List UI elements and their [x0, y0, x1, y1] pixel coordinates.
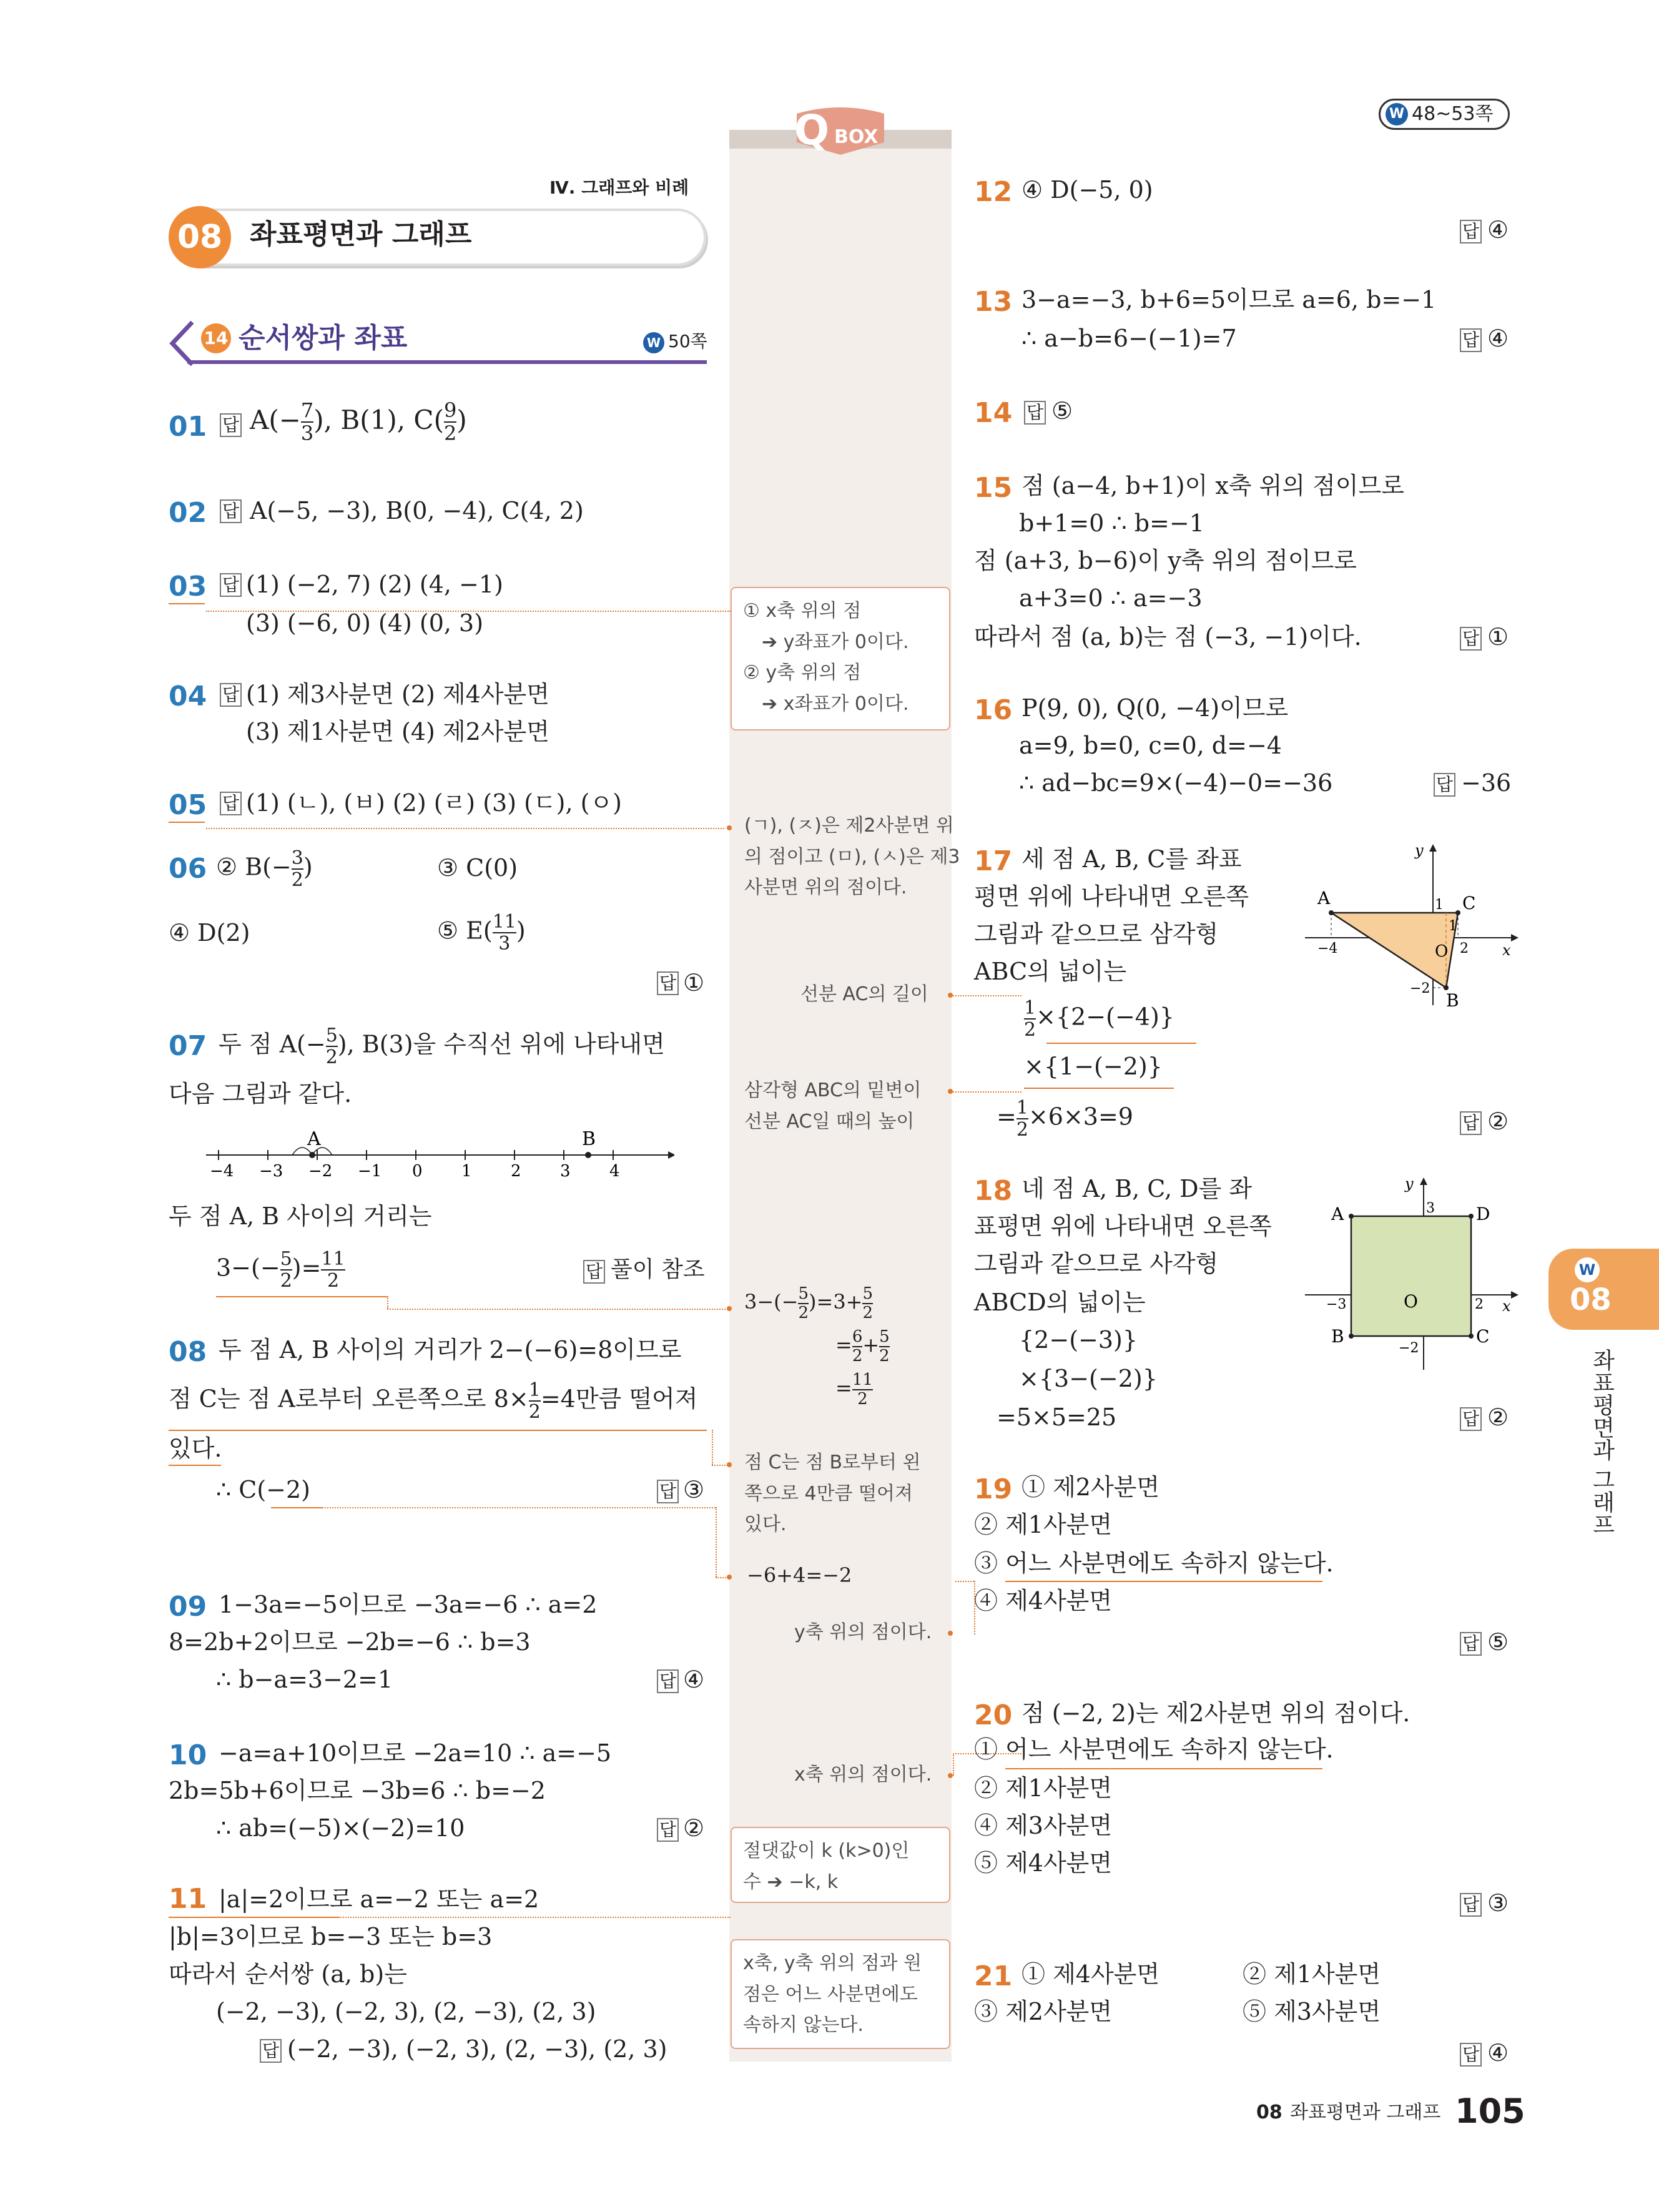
note-line: x축, y축 위의 점과 원 — [743, 1952, 922, 1974]
calc-underline — [216, 1296, 387, 1297]
svg-text:O: O — [1435, 942, 1449, 961]
svg-text:1: 1 — [1435, 897, 1444, 913]
svg-text:y: y — [1405, 1175, 1414, 1192]
problem-17-calc2: ×{1−(−2)} — [1024, 1053, 1163, 1080]
square-graph — [1299, 1170, 1524, 1376]
page-number: 105 — [1455, 2092, 1525, 2131]
problem-06-option2: ② B(− $\frac{3}{2}$ ) — [216, 847, 313, 891]
answer-mark: 답 — [583, 1260, 605, 1284]
svg-text:x: x — [1502, 1297, 1511, 1315]
problem-number: 14 — [974, 397, 1013, 429]
leader-line — [338, 1917, 731, 1918]
answer-mark: 답 — [1460, 1111, 1482, 1135]
svg-text:1: 1 — [1449, 918, 1457, 934]
problem-18-answer: ② — [1487, 1403, 1509, 1431]
answer-mark: 답 — [657, 971, 679, 995]
answer-mark: 답 — [220, 792, 242, 815]
svg-text:D: D — [1476, 1204, 1490, 1224]
problem-20-answer: ③ — [1487, 1889, 1509, 1917]
problem-15-line1: 점 (a−4, b+1)이 x축 위의 점이므로 — [1021, 472, 1404, 499]
problem-15-line4: a+3=0 ∴ a=−3 — [1019, 584, 1203, 612]
text-underline — [169, 1430, 707, 1431]
svg-text:3: 3 — [1426, 1201, 1435, 1216]
problem-13-line2: ∴ a−b=6−(−1)=7 — [1021, 325, 1237, 352]
problem-11-line3: 따라서 순서쌍 (a, b)는 — [169, 1960, 407, 1988]
problem-07-answer: 풀이 참조 — [611, 1257, 705, 1282]
problem-03-line1: (1) (−2, 7) (2) (4, −1) — [246, 571, 503, 598]
problem-17-line4: ABC의 넓이는 — [974, 958, 1127, 985]
answer-mark: 답 — [657, 1669, 679, 1693]
answer-mark: 답 — [220, 683, 242, 707]
svg-text:−2: −2 — [1399, 1340, 1419, 1356]
svg-text:C: C — [1476, 1326, 1490, 1347]
problem-08-line4: ∴ C(−2) — [216, 1476, 310, 1503]
svg-text:2: 2 — [1460, 941, 1469, 956]
text-underline — [169, 1465, 221, 1466]
problem-18-calc3: =5×5=25 — [997, 1403, 1117, 1431]
qbox-note-y-axis: y축 위의 점이다. — [794, 1621, 932, 1643]
text-underline — [1005, 1768, 1322, 1769]
leader-line — [955, 1581, 974, 1582]
answer-mark: 답 — [1460, 220, 1482, 243]
leader-line — [953, 1091, 1021, 1093]
problem-number: 08 — [169, 1336, 207, 1368]
problem-19-line1: ① 제2사분면 — [1021, 1473, 1160, 1501]
qbox-note-calc: 3−(− $\frac{5}{2}$ )=3+ $\frac{5}{2}$ = $\frac{6}{2}$ + $\frac{5}{2}$ = $\frac{11}{2}$ — [744, 1284, 890, 1408]
problem-16-line1: P(9, 0), Q(0, −4)이므로 — [1021, 694, 1289, 722]
problem-01-text: A(− $\frac{7}{3}$ ), B(1), C( $\frac{9}{2}$ ) — [250, 398, 467, 446]
note-line: ② y축 위의 점 — [743, 662, 862, 684]
calc-underline — [1024, 1088, 1174, 1089]
w-badge-icon: W — [643, 332, 664, 353]
problem-10-line2: 2b=5b+6이므로 −3b=6 ∴ b=−2 — [169, 1777, 546, 1804]
page-ref-pill — [1379, 99, 1510, 130]
section-number-badge: 08 — [169, 206, 231, 268]
problem-13-answer: ④ — [1487, 325, 1509, 352]
answer-mark: 답 — [1460, 2043, 1482, 2067]
svg-text:A: A — [1317, 888, 1331, 908]
problem-number: 16 — [974, 694, 1013, 726]
footer-section: 08 — [1256, 2101, 1282, 2123]
problem-20-line1: 점 (−2, 2)는 제2사분면 위의 점이다. — [1021, 1699, 1410, 1727]
subsection-title: 순서쌍과 좌표 — [239, 322, 408, 354]
text-underline — [169, 1917, 338, 1918]
number-line-point-a: A — [307, 1128, 321, 1150]
svg-text:−3: −3 — [1326, 1297, 1347, 1312]
number-line-tick-label: −3 — [259, 1162, 283, 1180]
problem-02-text: A(−5, −3), B(0, −4), C(4, 2) — [250, 497, 584, 524]
answer-mark: 답 — [1460, 1632, 1482, 1656]
problem-17-line3: 그림과 같으므로 삼각형 — [974, 920, 1219, 948]
problem-20-line3: ② 제1사분면 — [974, 1774, 1113, 1802]
problem-18-calc2: ×{3−(−2)} — [1019, 1365, 1158, 1392]
problem-20-line4: ④ 제3사분면 — [974, 1812, 1113, 1839]
problem-18-line2: 표평면 위에 나타내면 오른쪽 — [974, 1212, 1272, 1240]
subsection-page-ref: 50쪽 — [668, 331, 707, 351]
problem-09-line1: 1−3a=−5이므로 −3a=−6 ∴ a=2 — [219, 1591, 598, 1618]
qbox-note-absolute — [731, 1827, 950, 1903]
leader-line — [387, 1296, 388, 1309]
problem-16-answer: −36 — [1461, 769, 1512, 797]
problem-08-line2: 점 C는 점 A로부터 오른쪽으로 8× $\frac{1}{2}$ =4만큼 떨어져 — [169, 1379, 698, 1423]
problem-07-line1: 두 점 A(− $\frac{5}{2}$ ), B(3)을 수직선 위에 나타내면 — [219, 1025, 665, 1068]
problem-10-line1: −a=a+10이므로 −2a=10 ∴ a=−5 — [219, 1739, 612, 1767]
number-line-tick-label: 1 — [461, 1162, 472, 1180]
text-underline — [1005, 1581, 1322, 1582]
problem-16-line2: a=9, b=0, c=0, d=−4 — [1019, 732, 1282, 759]
svg-text:y: y — [1415, 842, 1424, 859]
qbox-box-label: BOX — [834, 126, 879, 148]
svg-text:−2: −2 — [1410, 981, 1430, 996]
problem-18-calc1: {2−(−3)} — [1019, 1326, 1138, 1354]
problem-12-answer: ④ — [1487, 216, 1509, 243]
footer-title: 좌표평면과 그래프 — [1290, 2101, 1441, 2123]
subsection-number-badge: 14 — [201, 323, 231, 353]
answer-mark: 답 — [1460, 627, 1482, 651]
problem-18-line4: ABCD의 넓이는 — [974, 1289, 1146, 1316]
answer-mark: 답 — [1460, 328, 1482, 352]
note-bullet — [948, 1773, 953, 1778]
answer-mark: 답 — [220, 499, 242, 523]
qbox-note-axis-points — [731, 587, 950, 730]
problem-21-choice1: ① 제4사분면 — [1021, 1960, 1160, 1988]
problem-08-line1: 두 점 A, B 사이의 거리가 2−(−6)=8이므로 — [219, 1336, 682, 1364]
problem-19-answer: ⑤ — [1487, 1628, 1509, 1656]
problem-11-answer: (−2, −3), (−2, 3), (2, −3), (2, 3) — [287, 2035, 667, 2063]
number-line-tick-label: 4 — [609, 1162, 620, 1180]
problem-18-line3: 그림과 같으므로 사각형 — [974, 1250, 1219, 1277]
number-line-tick-label: −4 — [210, 1162, 234, 1180]
problem-05-text: (1) (ㄴ), (ㅂ) (2) (ㄹ) (3) (ㄷ), (ㅇ) — [246, 789, 622, 817]
problem-18-line1: 네 점 A, B, C, D를 좌 — [1021, 1175, 1253, 1202]
problem-number: 17 — [974, 845, 1013, 877]
problem-06-option4: ④ D(2) — [169, 919, 250, 946]
problem-number: 04 — [169, 681, 207, 712]
w-badge-icon: W — [1386, 103, 1408, 125]
problem-07-calc: 3−(− $\frac{5}{2}$ )= $\frac{11}{2}$ — [216, 1248, 345, 1292]
number-line-diagram — [200, 1124, 674, 1180]
leader-line — [953, 995, 1021, 996]
problem-number: 05 — [169, 789, 207, 821]
problem-21-choice4: ⑤ 제3사분면 — [1243, 1998, 1381, 2025]
num-underline — [169, 822, 205, 823]
problem-number: 20 — [974, 1699, 1013, 1731]
problem-number: 19 — [974, 1473, 1013, 1505]
note-line: 절댓값이 k (k>0)인 — [743, 1840, 910, 1862]
number-line-tick-label: −2 — [308, 1162, 333, 1180]
leader-line — [712, 1430, 713, 1465]
qbox-note-origin — [731, 1939, 950, 2049]
problem-10-line3: ∴ ab=(−5)×(−2)=10 — [216, 1814, 465, 1842]
problem-11-line1: |a|=2이므로 a=−2 또는 a=2 — [219, 1885, 539, 1913]
problem-04-line2: (3) 제1사분면 (4) 제2사분면 — [246, 718, 549, 745]
note-line: ➔ y좌표가 0이다. — [762, 631, 909, 653]
problem-21-choice3: ③ 제2사분면 — [974, 1998, 1113, 2025]
problem-06-option5: ⑤ E( $\frac{11}{3}$ ) — [437, 911, 526, 955]
problem-20-line2: ① 어느 사분면에도 속하지 않는다. — [974, 1736, 1334, 1763]
qbox-note-sum: −6+4=−2 — [747, 1563, 852, 1587]
problem-15-answer: ① — [1487, 623, 1509, 651]
problem-21-choice2: ② 제1사분면 — [1243, 1960, 1381, 1988]
problem-number: 12 — [974, 176, 1013, 208]
note-line: 속하지 않는다. — [743, 2014, 864, 2036]
svg-text:2: 2 — [1475, 1297, 1484, 1312]
qbox-note-left-shift: 점 C는 점 B로부터 왼 쪽으로 4만큼 떨어져 있다. — [744, 1452, 921, 1535]
leader-line — [387, 1309, 731, 1310]
problem-19-line4: ④ 제4사분면 — [974, 1587, 1113, 1615]
leader-line — [206, 828, 724, 829]
leader-line — [206, 611, 731, 612]
problem-number: 15 — [974, 472, 1013, 504]
number-line-tick-label: 2 — [511, 1162, 521, 1180]
svg-text:B: B — [1331, 1326, 1344, 1347]
svg-text:−4: −4 — [1317, 941, 1338, 956]
answer-mark: 답 — [260, 2039, 282, 2063]
side-tab-title: 좌표평면과 그래프 — [1589, 1349, 1615, 1536]
qbox-header — [729, 106, 952, 155]
problem-number: 07 — [169, 1030, 207, 1062]
problem-15-line5: 따라서 점 (a, b)는 점 (−3, −1)이다. — [974, 623, 1362, 651]
problem-15-line3: 점 (a+3, b−6)이 y축 위의 점이므로 — [974, 547, 1357, 574]
note-bullet — [727, 1306, 732, 1311]
number-line-point-b: B — [582, 1128, 596, 1150]
number-line-tick-label: 0 — [412, 1162, 423, 1180]
qbox-note-height: 삼각형 ABC의 밑변이 선분 AC일 때의 높이 — [744, 1079, 922, 1133]
note-bullet — [948, 993, 953, 998]
num-underline — [169, 603, 205, 604]
answer-mark: 답 — [657, 1480, 679, 1503]
svg-text:C: C — [1462, 893, 1476, 913]
problem-08-line3: 있다. — [169, 1435, 222, 1462]
answer-mark: 답 — [220, 413, 242, 437]
problem-17-calc1: $\frac{1}{2}$ ×{2−(−4)} — [1024, 997, 1174, 1041]
problem-04-line1: (1) 제3사분면 (2) 제4사분면 — [246, 681, 549, 708]
qbox-note-ac-length: 선분 AC의 길이 — [800, 983, 928, 1005]
problem-11-line4: (−2, −3), (−2, 3), (2, −3), (2, 3) — [216, 1998, 596, 2025]
triangle-graph — [1299, 837, 1524, 1011]
qbox-note-x-axis: x축 위의 점이다. — [794, 1764, 932, 1786]
leader-line — [953, 1753, 954, 1776]
problem-number: 13 — [974, 286, 1013, 318]
problem-09-answer: ④ — [683, 1666, 705, 1693]
problem-06-answer: ① — [683, 969, 705, 996]
svg-text:A: A — [1331, 1204, 1344, 1224]
svg-text:B: B — [1446, 990, 1459, 1011]
leader-line — [716, 1507, 717, 1577]
text-underline — [271, 1507, 322, 1508]
chapter-label: Ⅳ. 그래프와 비례 — [549, 177, 689, 198]
note-line: ➔ x좌표가 0이다. — [762, 692, 909, 715]
problem-17-line2: 평면 위에 나타내면 오른쪽 — [974, 883, 1249, 910]
problem-14-answer: ⑤ — [1051, 397, 1073, 425]
note-line: ① x축 위의 점 — [743, 600, 862, 622]
problem-number: 10 — [169, 1739, 207, 1771]
number-line-tick-label: 3 — [560, 1162, 571, 1180]
problem-number: 06 — [169, 853, 207, 885]
section-title: 좌표평면과 그래프 — [250, 219, 472, 250]
problem-19-line2: ② 제1사분면 — [974, 1511, 1113, 1538]
problem-09-line2: 8=2b+2이므로 −2b=−6 ∴ b=3 — [169, 1628, 531, 1656]
problem-17-answer: ② — [1487, 1108, 1509, 1135]
problem-20-line5: ⑤ 제4사분면 — [974, 1849, 1113, 1877]
problem-21-answer: ④ — [1487, 2039, 1509, 2067]
problem-number: 18 — [974, 1175, 1013, 1207]
note-bullet — [727, 1575, 732, 1580]
leader-line — [322, 1507, 716, 1508]
problem-13-line1: 3−a=−3, b+6=5이므로 a=6, b=−1 — [1021, 286, 1437, 313]
problem-07-line3: 두 점 A, B 사이의 거리는 — [169, 1202, 432, 1230]
problem-11-line2: |b|=3이므로 b=−3 또는 b=3 — [169, 1923, 493, 1950]
problem-07-line2: 다음 그림과 같다. — [169, 1080, 352, 1108]
problem-number: 11 — [169, 1883, 207, 1915]
problem-15-line2: b+1=0 ∴ b=−1 — [1019, 509, 1204, 537]
problem-16-line3: ∴ ad−bc=9×(−4)−0=−36 — [1019, 769, 1333, 797]
qbox-q-label: Q — [794, 106, 830, 154]
w-badge-icon: W — [1575, 1257, 1600, 1282]
note-bullet — [727, 1462, 732, 1467]
problem-06-option3: ③ C(0) — [437, 854, 518, 882]
number-line-tick-label: −1 — [358, 1162, 382, 1180]
answer-mark: 답 — [220, 573, 242, 597]
svg-text:x: x — [1502, 941, 1511, 959]
note-line: 점은 어느 사분면에도 — [743, 1983, 918, 2005]
svg-text:O: O — [1404, 1291, 1418, 1312]
problem-17-calc3: = $\frac{1}{2}$ ×6×3=9 — [997, 1097, 1133, 1141]
subsection-underline — [187, 360, 707, 364]
problem-19-line3: ③ 어느 사분면에도 속하지 않는다. — [974, 1550, 1334, 1577]
calc-underline — [1046, 1043, 1196, 1044]
answer-mark: 답 — [657, 1818, 679, 1842]
note-bullet — [727, 825, 732, 830]
note-bullet — [948, 1631, 953, 1636]
page-ref-text: 48~53쪽 — [1412, 103, 1494, 125]
problem-10-answer: ② — [683, 1814, 705, 1842]
note-line: 수 ➔ −k, k — [743, 1870, 839, 1893]
answer-mark: 답 — [1460, 1893, 1482, 1917]
problem-number: 01 — [169, 411, 207, 443]
problem-09-line3: ∴ b−a=3−2=1 — [216, 1666, 393, 1693]
problem-number: 02 — [169, 497, 207, 529]
problem-number: 09 — [169, 1591, 207, 1623]
side-tab-number: 08 — [1570, 1282, 1612, 1317]
problem-03-line2: (3) (−6, 0) (4) (0, 3) — [246, 609, 484, 637]
answer-mark: 답 — [1024, 401, 1046, 425]
problem-17-line1: 세 점 A, B, C를 좌표 — [1021, 845, 1242, 873]
note-bullet — [948, 1089, 953, 1094]
problem-number: 03 — [169, 571, 207, 602]
problem-08-answer: ③ — [683, 1476, 705, 1503]
problem-12-text: ④ D(−5, 0) — [1021, 176, 1153, 204]
problem-number: 21 — [974, 1960, 1013, 1992]
answer-mark: 답 — [1460, 1407, 1482, 1431]
answer-mark: 답 — [1434, 773, 1455, 797]
qbox-note-quadrants: (ㄱ), (ㅈ)은 제2사분면 위 의 점이고 (ㅁ), (ㅅ)은 제3 사분면 위의 점이다. — [744, 815, 960, 898]
